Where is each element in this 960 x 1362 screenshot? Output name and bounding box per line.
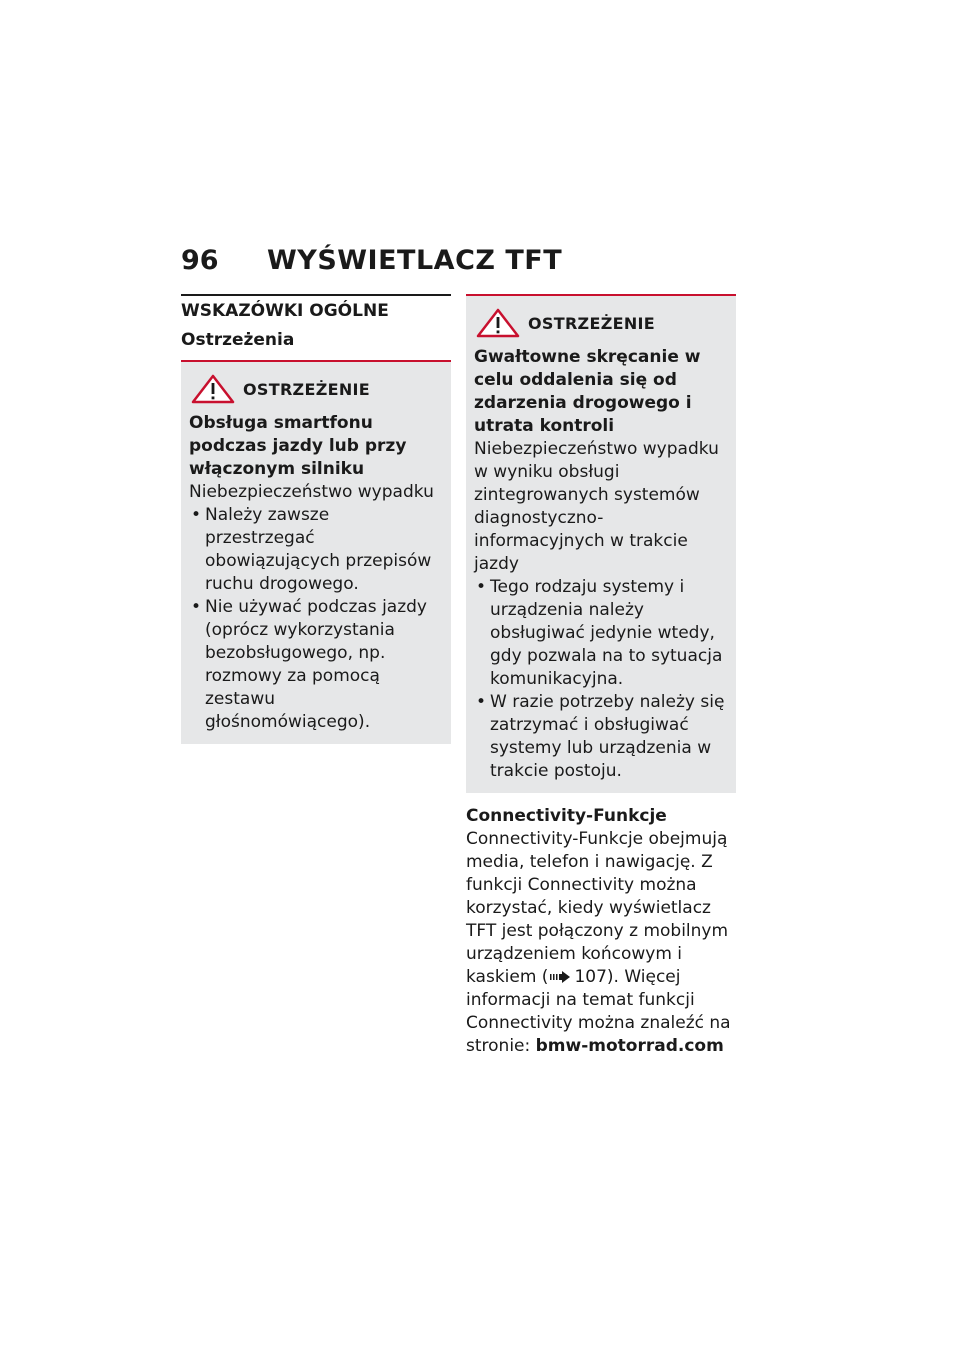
page-number: 96 — [181, 245, 219, 276]
warning-header — [189, 374, 443, 404]
left-column — [181, 294, 451, 744]
warning-triangle-icon — [191, 374, 235, 404]
warning-body: Niebezpieczeństwo wypadku w wyniku obsługi zintegrowanych systemów diagnostyczno-informacyjnych w trakcie jazdy — [474, 439, 719, 574]
warning-bullets — [189, 504, 443, 734]
list-item: • Należy zawsze przestrzegać obowiązujących przepisów ruchu drogowego. — [189, 504, 443, 596]
warning-triangle-icon — [476, 308, 520, 338]
connectivity-text: Connectivity-Funkcje obejmują media, telefon i nawigację. Z funkcji Connectivity można korzystać, kiedy wyświetlacz TFT jest połączony z mobilnym urządzeniem końcowym i kaskiem ( — [466, 829, 729, 987]
arrow-reference-icon — [550, 971, 570, 983]
subsection-title: Ostrzeżenia — [181, 330, 295, 350]
list-item: • Nie używać podczas jazdy (oprócz wykorzystania bezobsługowego, np. rozmowy za pomocą zestawu głośnomówiącego). — [189, 596, 443, 734]
warning-header — [474, 308, 728, 338]
connectivity-text: ). Więcej informacji na temat funkcji Connectivity można znaleźć na stronie: — [466, 967, 731, 1056]
list-item: • W razie potrzeby należy się zatrzymać i obsługiwać systemy lub urządzenia w trakcie postoju. — [474, 691, 728, 783]
chapter-title: WYŚWIETLACZ TFT — [267, 245, 563, 276]
right-column — [466, 294, 736, 1058]
warning-label: OSTRZEŻENIE — [243, 379, 370, 399]
page-header — [181, 245, 741, 276]
warning-bullets — [474, 576, 728, 783]
warning-body: Niebezpieczeństwo wypadku — [189, 482, 434, 502]
connectivity-paragraph — [466, 828, 736, 1058]
connectivity-heading: Connectivity-Funkcje — [466, 806, 667, 826]
warning-title: Obsługa smartfonu podczas jazdy lub przy włączonym silniku — [189, 413, 407, 479]
warning-box-steering — [466, 294, 736, 793]
list-item: • Tego rodzaju systemy i urządzenia należy obsługiwać jedynie wtedy, gdy pozwala na to sytuacja komunikacyjna. — [474, 576, 728, 691]
page-reference-link[interactable]: 107 — [574, 967, 607, 987]
warning-title: Gwałtowne skręcanie w celu oddalenia się od zdarzenia drogowego i utrata kontroli — [474, 347, 701, 436]
website-link[interactable]: bmw-motorrad.com — [535, 1036, 724, 1056]
warning-box-smartphone — [181, 360, 451, 744]
section-title: WSKAZÓWKI OGÓLNE — [181, 294, 451, 321]
warning-label: OSTRZEŻENIE — [528, 313, 655, 333]
